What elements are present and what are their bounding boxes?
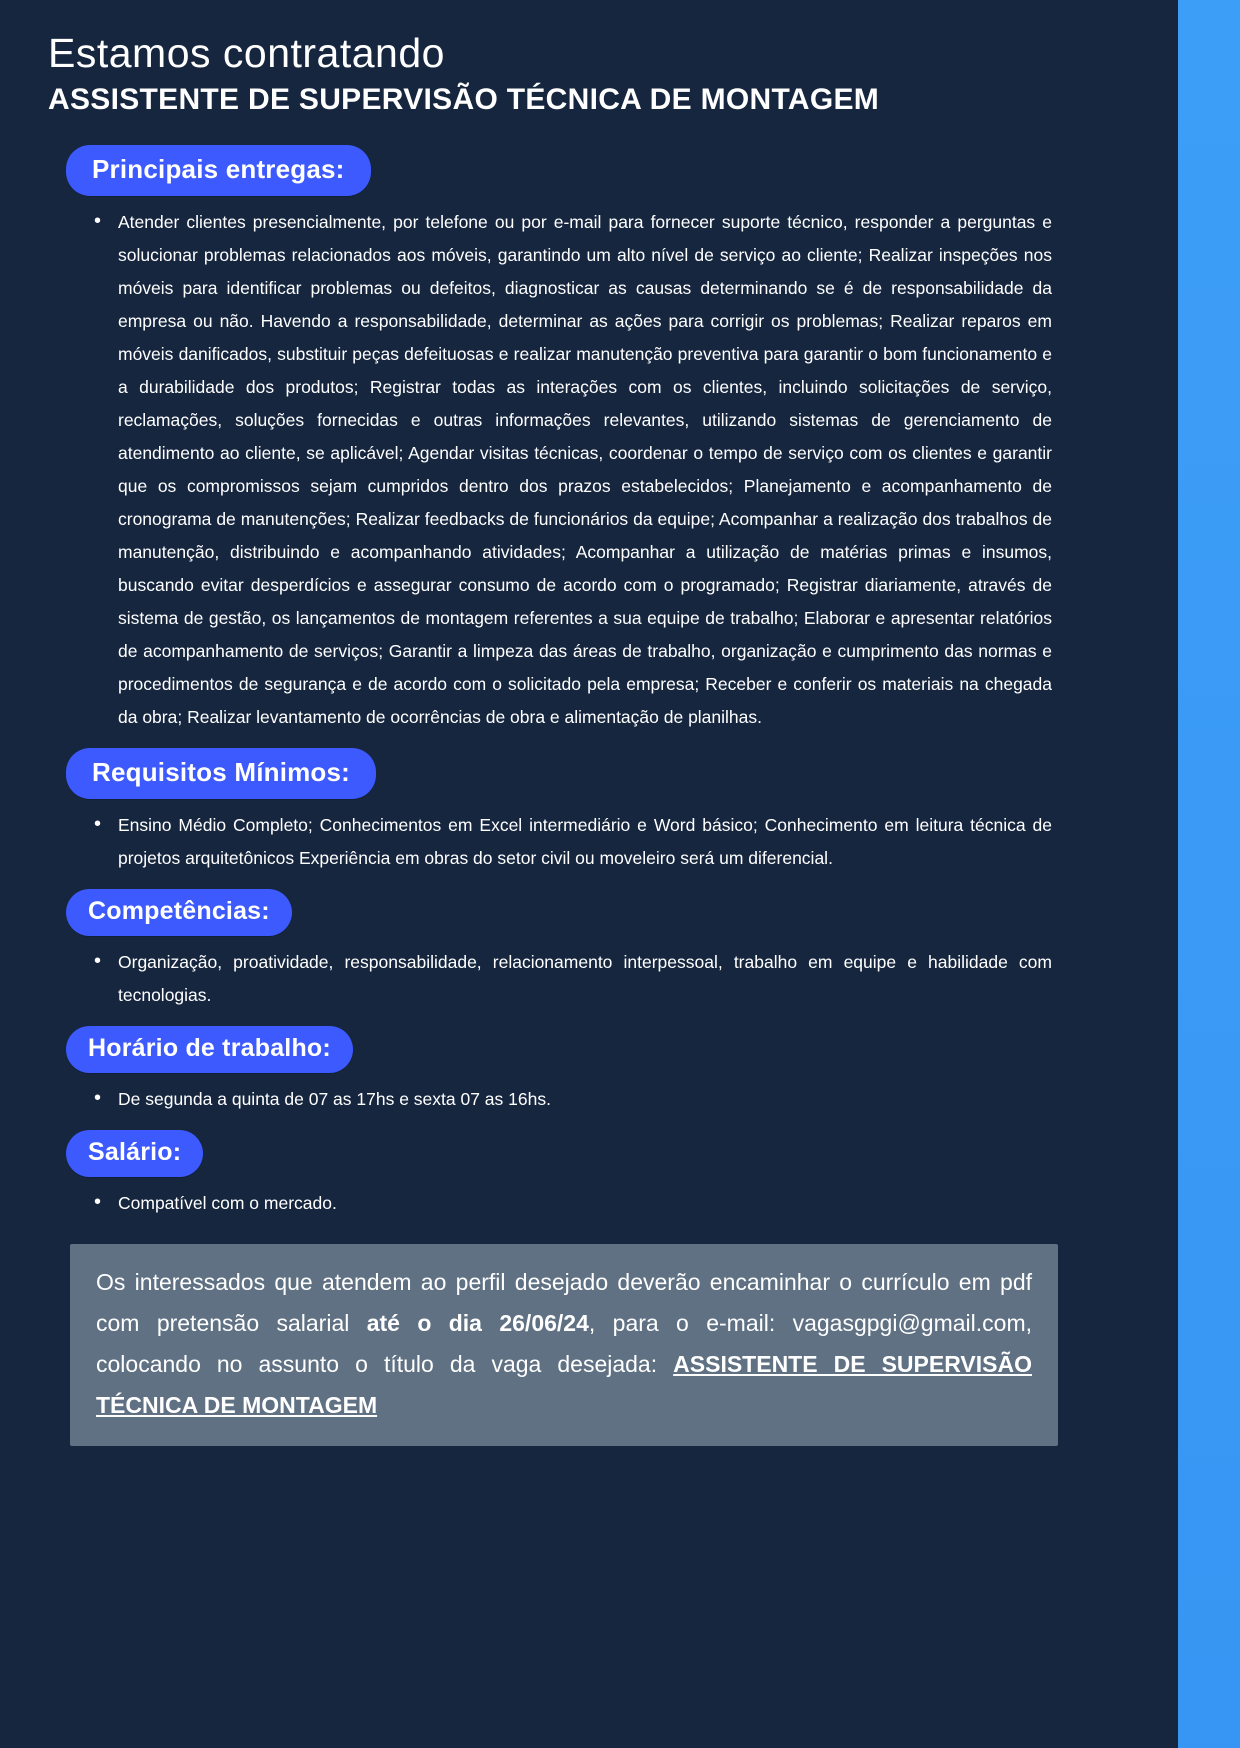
section-competencias [48, 875, 1052, 1012]
right-accent-stripe [1178, 0, 1240, 1748]
list-horario-de-trabalho [48, 1083, 1052, 1116]
section-horario-de-trabalho [48, 1012, 1052, 1116]
right-accent-stripe-gradient [1178, 0, 1240, 1748]
section-salario [48, 1116, 1052, 1220]
list-salario [48, 1187, 1052, 1220]
list-item: • Atender clientes presencialmente, por telefone ou por e-mail para fornecer suporte técnico, responder a perguntas e solucionar problemas relacionados aos móveis, garantindo um alto nível de serviço ao cliente; Realizar inspeções nos móveis para identificar problemas ou defeitos, diagnosticar as causas determinando se é de responsabilidade da empresa ou não. Havendo a responsabilidade, determinar as ações para corrigir os problemas; Realizar reparos em móveis danificados, substituir peças defeituosas e realizar manutenção preventiva para garantir o bom funcionamento e a durabilidade dos produtos; Registrar todas as interações com os clientes, incluindo solicitações de serviço, reclamações, soluções fornecidas e outras informações relevantes, utilizando sistemas de gerenciamento de atendimento ao cliente, se aplicável; Agendar visitas técnicas, coordenar o tempo de serviço com os clientes e garantir que os compromissos sejam cumpridos dentro dos prazos estabelecidos; Planejamento e acompanhamento de cronograma de manutenções; Realizar feedbacks de funcionários da equipe; Acompanhar a realização dos trabalhos de manutenção, distribuindo e acompanhando atividades; Acompanhar a utilização de matérias primas e insumos, buscando evitar desperdícios e assegurar consumo de acordo com o programado; Registrar diariamente, através de sistema de gestão, os lançamentos de montagem referentes a sua equipe de trabalho; Elaborar e apresentar relatórios de acompanhamento de serviços; Garantir a limpeza das áreas de trabalho, organização e cumprimento das normas e procedimentos de segurança e de acordo com o solicitado pela empresa; Receber e conferir os materiais na chegada da obra; Realizar levantamento de ocorrências de obra e alimentação de planilhas. [94, 206, 1052, 734]
application-instructions-box [70, 1244, 1058, 1446]
section-pill-salario: Salário: [66, 1130, 203, 1177]
section-pill-horario-de-trabalho: Horário de trabalho: [66, 1026, 353, 1073]
instructions-part-1: Os interessados que atendem ao perfil desejado deverão encaminhar o currículo em pdf com pretensão salarial [96, 1269, 1032, 1336]
page-title: ASSISTENTE DE SUPERVISÃO TÉCNICA DE MONTAGEM [48, 83, 880, 116]
section-principais-entregas [48, 131, 1052, 734]
list-competencias [48, 946, 1052, 1012]
section-pill-principais-entregas: Principais entregas: [66, 145, 371, 196]
list-item: • De segunda a quinta de 07 as 17hs e sexta 07 as 16hs. [94, 1083, 1052, 1116]
list-requisitos-minimos [48, 809, 1052, 875]
page-headline: Estamos contratando [48, 30, 445, 76]
section-requisitos-minimos [48, 734, 1052, 875]
application-instructions-text [96, 1262, 1032, 1426]
instructions-part-2: , para o e-mail: vagasgpgi@gmail.com, colocando no assunto o título da vaga desejada: [96, 1310, 1032, 1377]
list-item: • Organização, proatividade, responsabilidade, relacionamento interpessoal, trabalho em equipe e habilidade com tecnologias. [94, 946, 1052, 1012]
list-item: • Ensino Médio Completo; Conhecimentos em Excel intermediário e Word básico; Conhecimento em leitura técnica de projetos arquitetônicos Experiência em obras do setor civil ou moveleiro será um diferencial. [94, 809, 1052, 875]
list-item: • Compatível com o mercado. [94, 1187, 1052, 1220]
section-pill-competencias: Competências: [66, 889, 292, 936]
list-principais-entregas [48, 206, 1052, 734]
section-pill-requisitos-minimos: Requisitos Mínimos: [66, 748, 376, 799]
application-deadline: até o dia 26/06/24 [366, 1310, 589, 1336]
application-subject-title: ASSISTENTE DE SUPERVISÃO TÉCNICA DE MONTAGEM [96, 1351, 1032, 1418]
